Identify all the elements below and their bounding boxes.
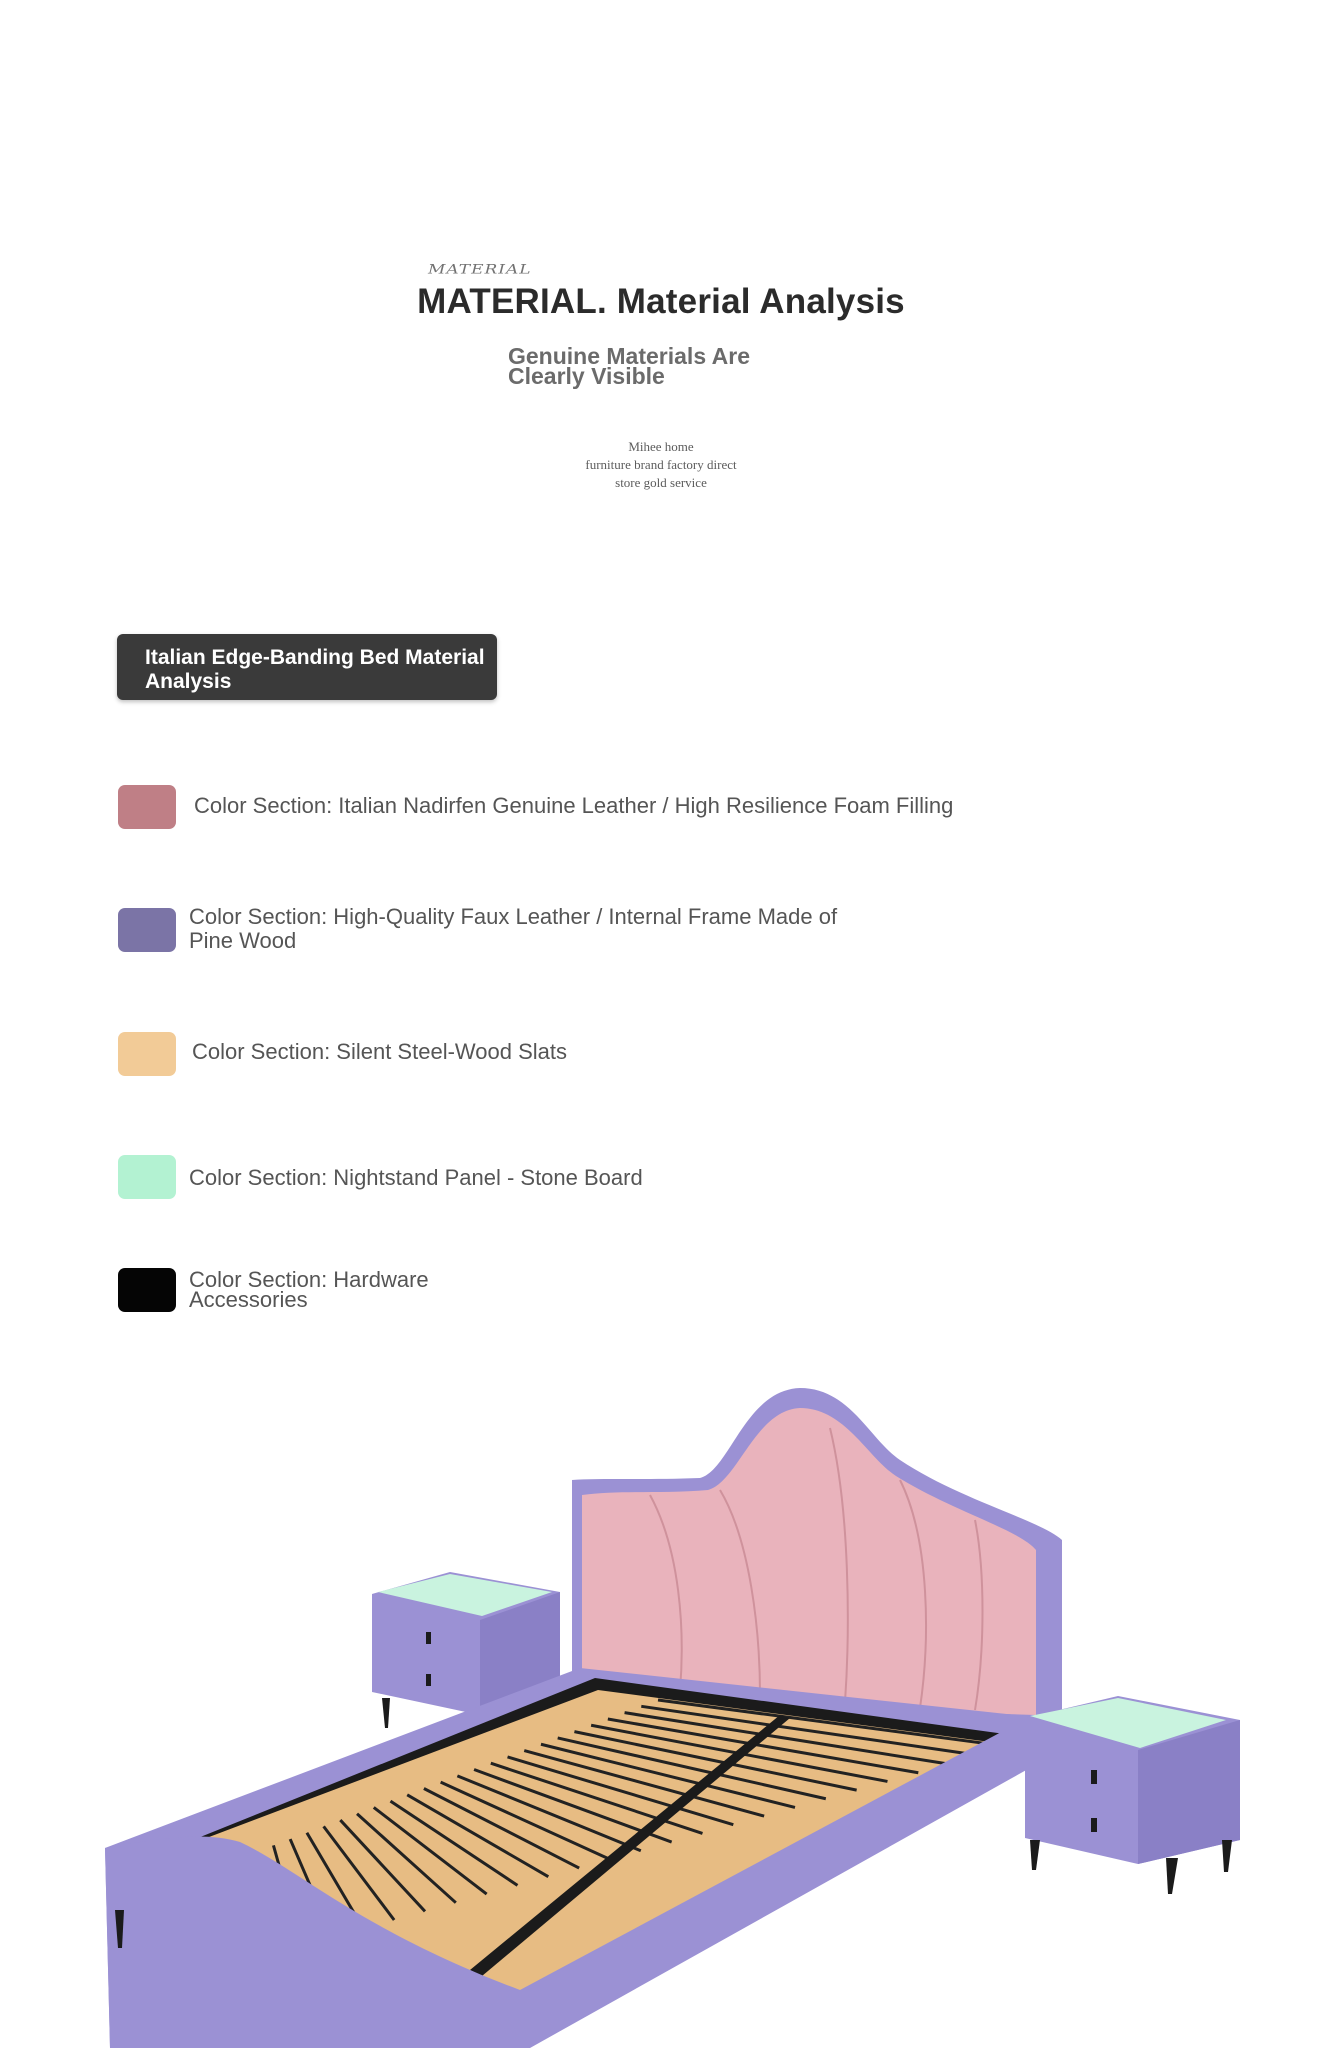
brand-tagline [0, 438, 1322, 492]
bed-illustration [0, 1370, 1322, 2048]
page-title: MATERIAL. Material Analysis [417, 282, 905, 321]
brand-logo: MATERIAL [428, 262, 532, 277]
legend-label-hardware: Color Section: Hardware Accessories [189, 1267, 429, 1312]
legend-swatch-stone-board [118, 1155, 176, 1199]
brand-line: store gold service [615, 475, 707, 490]
brand-line: furniture brand factory direct [585, 457, 737, 472]
legend-label-slats: Color Section: Silent Steel-Wood Slats [192, 1039, 567, 1064]
section-badge-label: Italian Edge-Banding Bed Material Analysis [145, 646, 485, 693]
headboard-cushion [582, 1408, 1036, 1715]
legend-swatch-hardware [118, 1268, 176, 1312]
right-nightstand-leg [1222, 1840, 1232, 1872]
page-subtitle: Genuine Materials Are Clearly Visible [508, 343, 751, 389]
legend-swatch-slats [118, 1032, 176, 1076]
legend-label-leather: Color Section: Italian Nadirfen Genuine Leather / High Resilience Foam Filling [194, 793, 954, 818]
right-nightstand-leg [1030, 1840, 1040, 1870]
bed-base [105, 1668, 1062, 2048]
right-nightstand-leg [1166, 1858, 1178, 1894]
legend-label-faux-leather: Color Section: High-Quality Faux Leather / Internal Frame Made of Pine Wood [189, 904, 838, 953]
legend-label-stone-board: Color Section: Nightstand Panel - Stone Board [189, 1165, 643, 1190]
right-nightstand [1025, 1696, 1240, 1894]
right-nightstand-handle [1091, 1818, 1097, 1832]
left-nightstand-handle [426, 1674, 431, 1686]
section-badge [117, 634, 497, 700]
brand-line: Mihee home [628, 439, 694, 454]
left-nightstand-leg [382, 1698, 390, 1728]
legend-swatch-leather [118, 785, 176, 829]
left-nightstand-handle [426, 1632, 431, 1644]
legend-swatch-faux-leather [118, 908, 176, 952]
right-nightstand-handle [1091, 1770, 1097, 1784]
